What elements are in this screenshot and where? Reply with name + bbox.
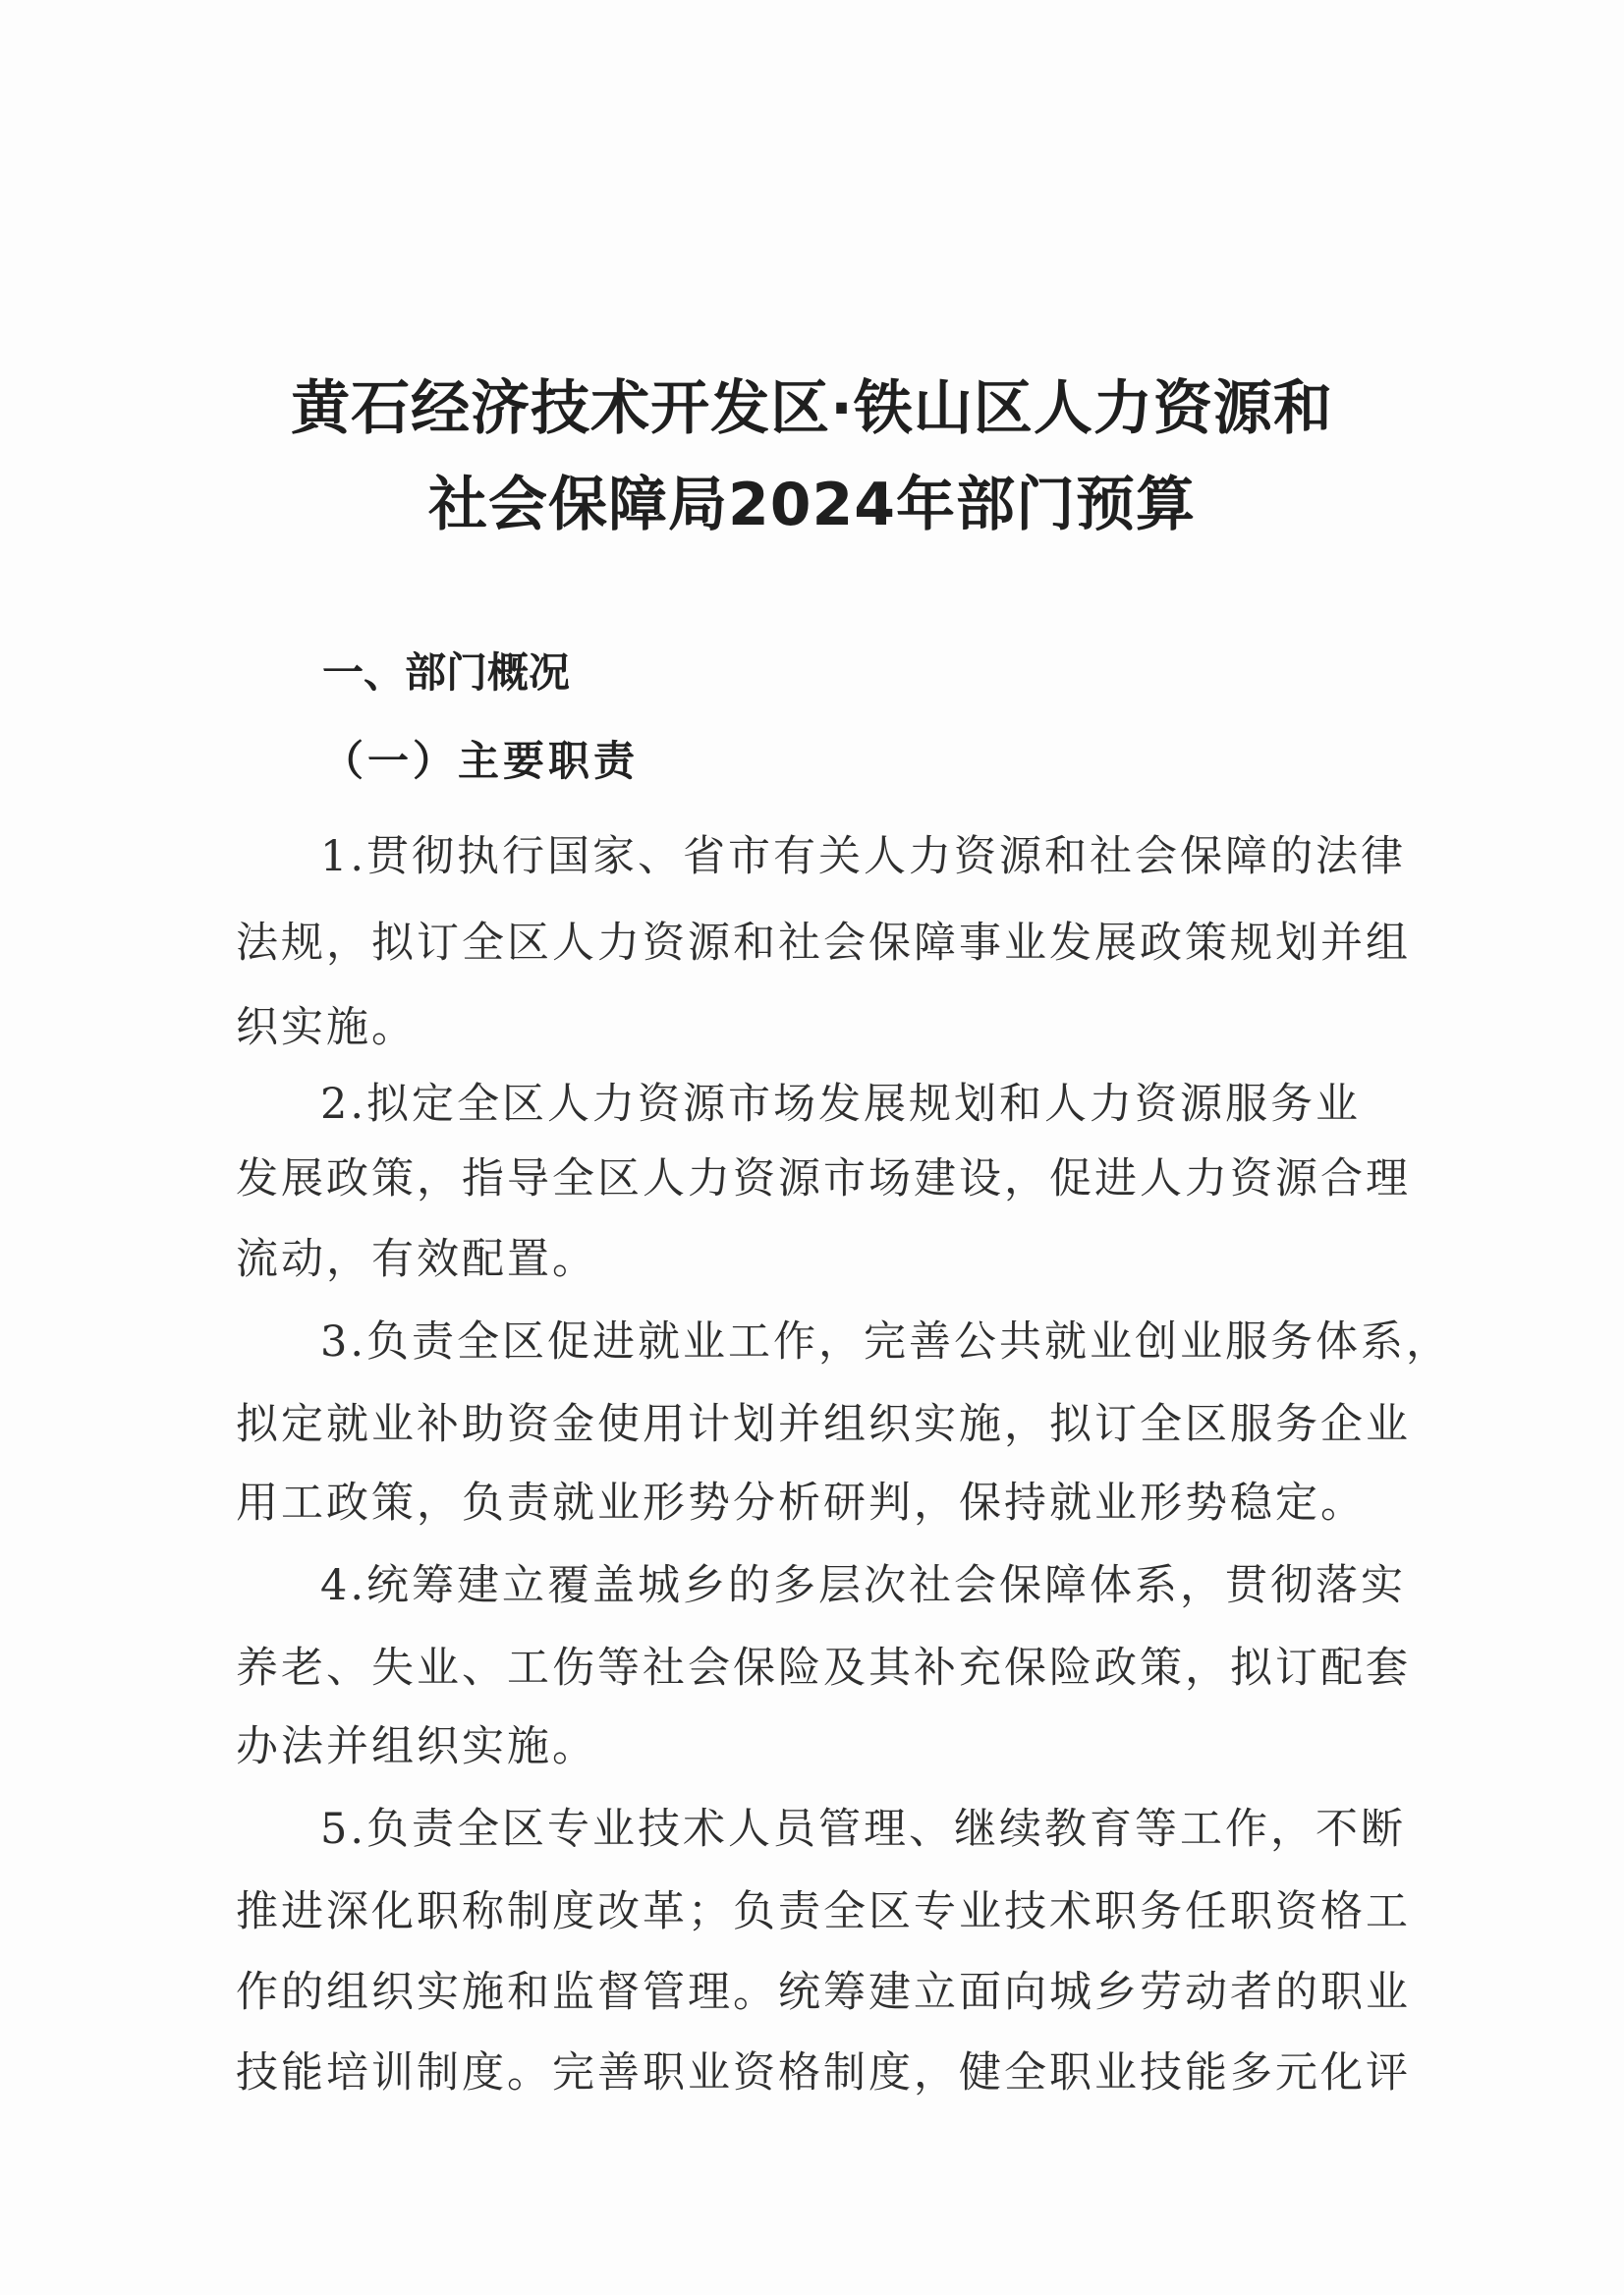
body-line: 拟定就业补助资金使用计划并组织实施，拟订全区服务企业 <box>236 1400 1411 1449</box>
body-line: 养老、失业、工伤等社会保险及其补充保险政策，拟订配套 <box>236 1644 1411 1693</box>
body-line: 作的组织实施和监督管理。统筹建立面向城乡劳动者的职业 <box>236 1968 1411 2017</box>
body-line: 2.拟定全区人力资源市场发展规划和人力资源服务业 <box>320 1080 1362 1129</box>
body-line: 发展政策，指导全区人力资源市场建设，促进人力资源合理 <box>236 1154 1411 1203</box>
section-heading: 一、部门概况 <box>322 648 571 697</box>
body-line: 3.负责全区促进就业工作，完善公共就业创业服务体系， <box>320 1317 1452 1367</box>
body-line: 推进深化职称制度改革；负责全区专业技术职务任职资格工 <box>236 1887 1411 1936</box>
document-title-line-1: 黄石经济技术开发区·铁山区人力资源和 <box>291 374 1333 443</box>
subsection-heading: （一）主要职责 <box>322 737 640 785</box>
body-line: 织实施。 <box>236 1003 417 1052</box>
body-line: 5.负责全区专业技术人员管理、继续教育等工作，不断 <box>320 1805 1407 1854</box>
body-line: 法规，拟订全区人力资源和社会保障事业发展政策规划并组 <box>236 919 1411 968</box>
body-line: 1.贯彻执行国家、省市有关人力资源和社会保障的法律 <box>320 832 1407 881</box>
body-line: 4.统筹建立覆盖城乡的多层次社会保障体系，贯彻落实 <box>320 1561 1407 1610</box>
body-line: 技能培训制度。完善职业资格制度，健全职业技能多元化评 <box>236 2048 1411 2098</box>
body-line: 办法并组织实施。 <box>236 1722 597 1771</box>
body-line: 流动，有效配置。 <box>236 1235 597 1284</box>
document-title-line-2: 社会保障局2024年部门预算 <box>428 471 1196 539</box>
body-line: 用工政策，负责就业形势分析研判，保持就业形势稳定。 <box>236 1479 1366 1528</box>
